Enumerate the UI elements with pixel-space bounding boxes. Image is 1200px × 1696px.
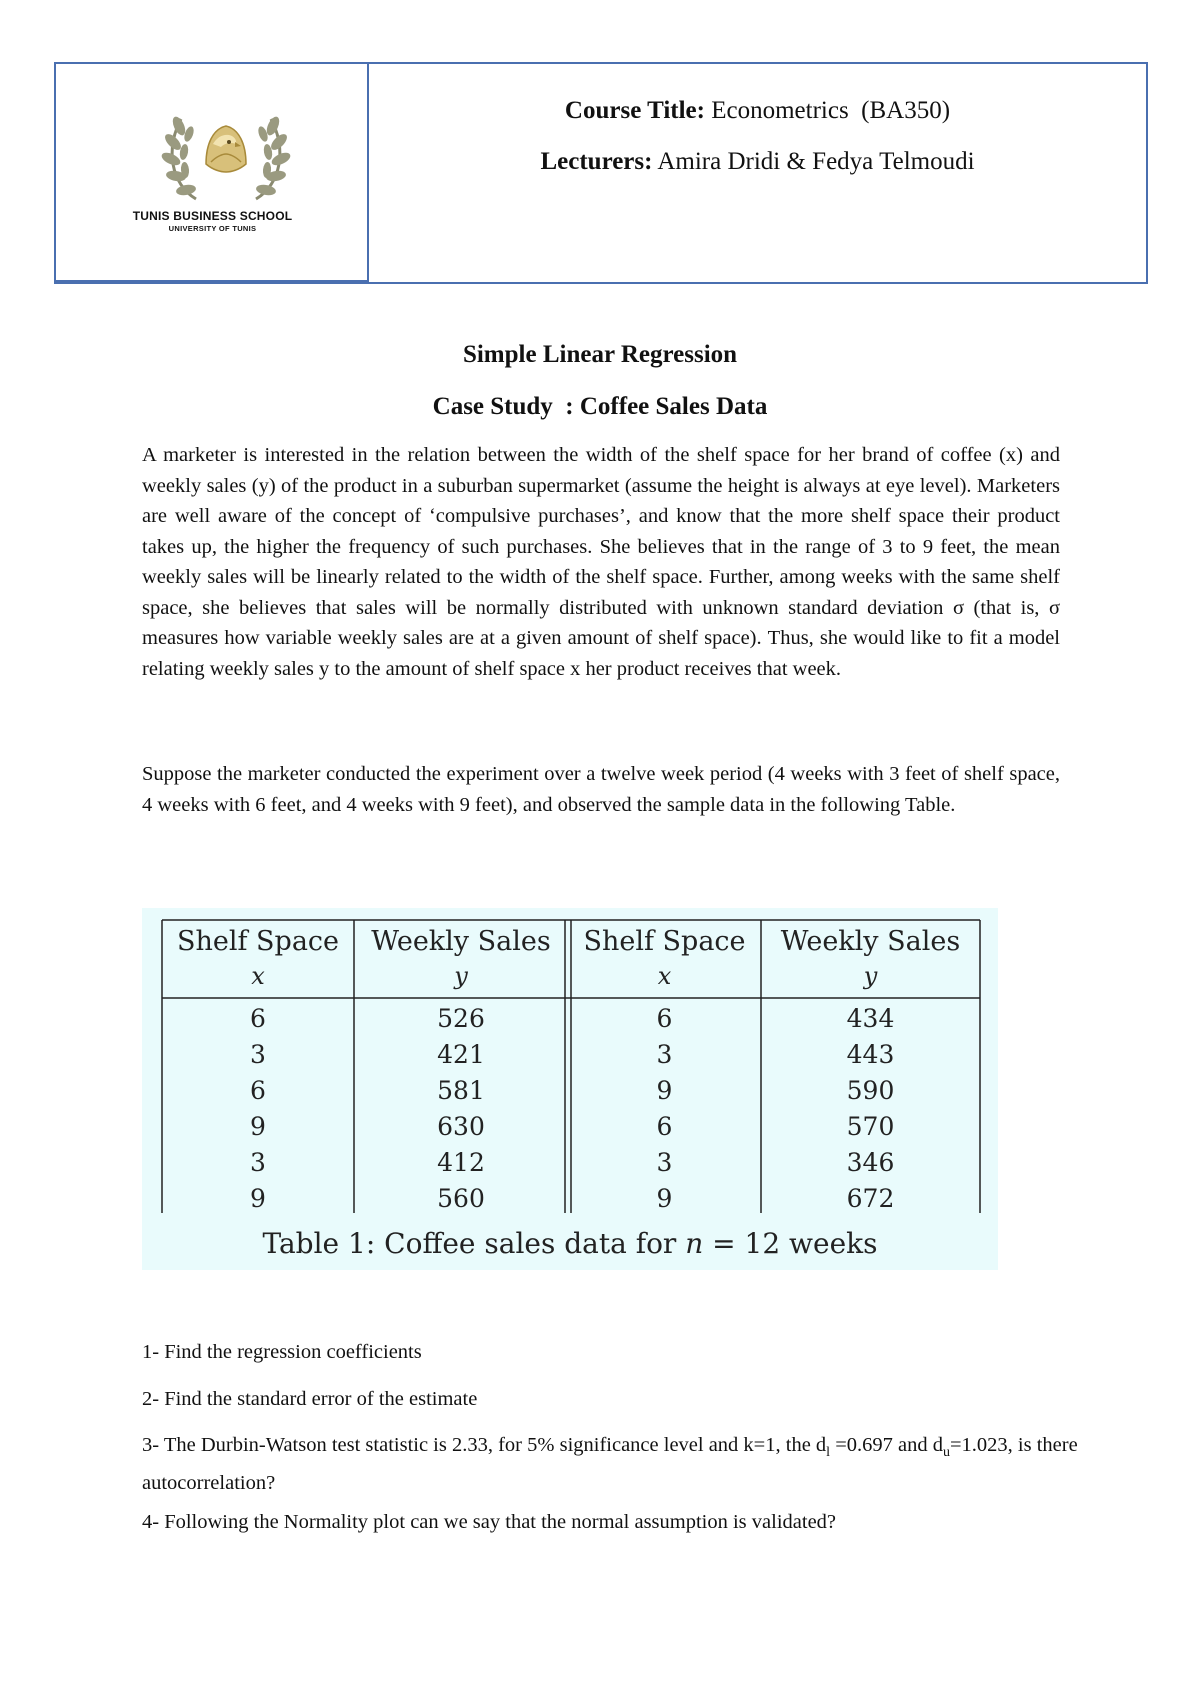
- lecturers-label: Lecturers:: [540, 148, 653, 175]
- question-3-part2: =0.697 and d: [830, 1434, 943, 1456]
- table-header-2: Weekly Sales: [371, 926, 551, 957]
- question-3-part1: 3- The Durbin-Watson test statistic is 2.33, for 5% significance level and k=1, the d: [142, 1434, 827, 1456]
- question-4: 4- Following the Normality plot can we say that the normal assumption is validated?: [142, 1511, 837, 1533]
- school-name: TUNIS BUSINESS SCHOOL: [132, 209, 293, 223]
- question-3-part3: =1.023, is there autocorrelation?: [142, 1434, 1078, 1495]
- table-cell: 590: [846, 1076, 895, 1105]
- question-3-sub-u: u: [942, 1445, 950, 1461]
- table-cell: 6: [250, 1004, 266, 1033]
- question-1: 1- Find the regression coefficients: [142, 1341, 422, 1363]
- table-caption-prefix: Table 1: Coffee sales data for: [262, 1227, 686, 1260]
- table-symbol-4: y: [863, 962, 878, 990]
- table-cell: 6: [656, 1004, 673, 1033]
- table-caption: [262, 1227, 877, 1260]
- table-cell: 672: [846, 1184, 895, 1213]
- header-box: [54, 62, 1148, 284]
- table-cell: 526: [437, 1004, 485, 1033]
- table-cell: 630: [437, 1112, 485, 1141]
- table-cell: 9: [656, 1184, 673, 1213]
- table-symbol-3: x: [657, 962, 672, 990]
- table-cell: 346: [846, 1148, 895, 1177]
- table-cell: 421: [437, 1040, 485, 1069]
- table-header-4: Weekly Sales: [780, 926, 961, 957]
- coffee-sales-table: [142, 908, 998, 1270]
- course-title-value: Econometrics (BA350): [711, 97, 951, 124]
- lecturers-value: Amira Dridi & Fedya Telmoudi: [657, 148, 975, 175]
- table-cell: 570: [846, 1112, 895, 1141]
- table-cell: 581: [437, 1076, 485, 1105]
- table-symbol-1: x: [251, 962, 265, 990]
- table-caption-suffix: = 12 weeks: [703, 1227, 878, 1260]
- table-cell: 9: [656, 1076, 673, 1105]
- table-cell: 3: [250, 1040, 266, 1069]
- course-title-line: [369, 97, 1146, 125]
- laurel-eagle-icon: [151, 104, 301, 216]
- table-cell: 3: [656, 1148, 673, 1177]
- intro-paragraph: A marketer is interested in the relation between the width of the shelf space for her brand of coffee (x) and weekly sales (y) of the product in a suburban supermarket (assume the height is always at eye level). Marketers are well aware of the concept of ‘compulsive purchases’, and know that the more shelf space their product takes up, the higher the frequency of such purchases. She believes that in the range of 3 to 9 feet, the mean weekly sales will be linearly related to the width of the shelf space. Further, among weeks with the same shelf space, she believes that sales will be normally distributed with unknown standard deviation σ (that is, σ measures how variable weekly sales are at a given amount of shelf space). Thus, she would like to fit a model relating weekly sales y to the amount of shelf space x her product receives that week.: [142, 444, 1060, 680]
- university-name: UNIVERSITY OF TUNIS: [168, 224, 257, 233]
- table-cell: 9: [250, 1184, 266, 1213]
- table-header-3: Shelf Space: [583, 926, 746, 957]
- table-graphic: [142, 908, 998, 1270]
- lecturers-line: [369, 148, 1146, 176]
- table-cell: 3: [250, 1148, 266, 1177]
- table-caption-var: n: [685, 1227, 704, 1260]
- table-cell: 6: [250, 1076, 266, 1105]
- experiment-paragraph: Suppose the marketer conducted the experiment over a twelve week period (4 weeks with 3 feet of shelf space, 4 weeks with 6 feet, and 4 weeks with 9 feet), and observed the sample data in the following Table.: [142, 763, 1060, 816]
- table-cell: 443: [846, 1040, 895, 1069]
- question-3-sub-l: l: [826, 1445, 831, 1461]
- table-symbol-2: y: [454, 962, 468, 990]
- table-cell: 3: [656, 1040, 673, 1069]
- course-title-label: Course Title:: [564, 97, 705, 124]
- table-header-1: Shelf Space: [176, 926, 340, 957]
- header-info: [369, 64, 1146, 282]
- table-cell: 560: [437, 1184, 485, 1213]
- logo-cell: [56, 64, 369, 282]
- table-cell: 412: [437, 1148, 485, 1177]
- case-study-title: Case Study : Coffee Sales Data: [432, 393, 768, 420]
- table-cell: 6: [656, 1112, 673, 1141]
- table-cell: 9: [250, 1112, 266, 1141]
- question-3: [142, 1430, 1082, 1498]
- page-title: Simple Linear Regression: [462, 341, 738, 368]
- question-2: 2- Find the standard error of the estimate: [142, 1388, 478, 1410]
- table-cell: 434: [846, 1004, 895, 1033]
